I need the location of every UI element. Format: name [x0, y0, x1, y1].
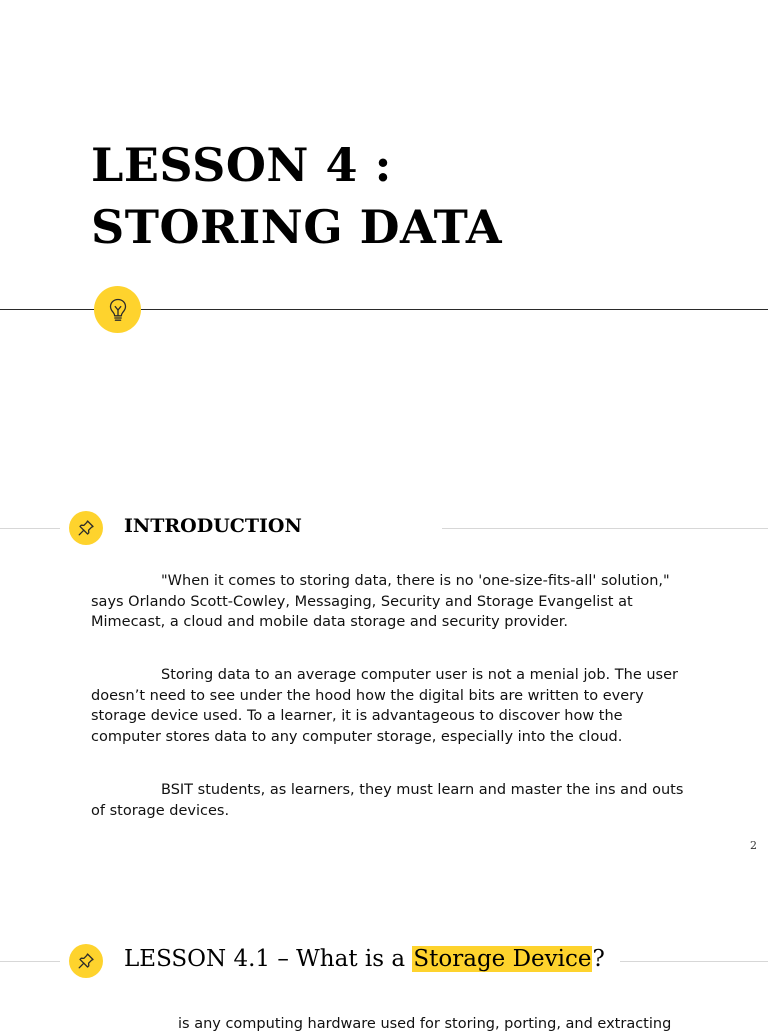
lesson41-divider-left	[0, 961, 60, 962]
intro-divider-right	[442, 528, 768, 529]
lesson41-badge	[69, 944, 103, 978]
intro-divider-left	[0, 528, 60, 529]
intro-paragraph-2: Storing data to an average computer user is not a menial job. The user doesn’t need to see under the hood how the digital bits are written to every storage device used. To a learner, it is advantageous to discover how the computer stores data to any computer storage, especially into the cloud.	[91, 667, 678, 745]
lesson-4-1-partial-text: is any computing hardware used for storing, porting, and extracting	[178, 1016, 672, 1032]
lesson-4-1-heading	[124, 942, 605, 976]
pushpin-icon	[76, 518, 96, 538]
pushpin-icon	[76, 951, 96, 971]
lesson-4-1-heading-suffix: ?	[592, 946, 605, 972]
lesson-4-1-heading-prefix: LESSON 4.1 – What is a	[124, 946, 413, 972]
introduction-heading: INTRODUCTION	[124, 515, 302, 537]
lesson-title-line-1: LESSON 4 :	[91, 138, 392, 192]
lesson41-divider-right	[620, 961, 768, 962]
lesson-title	[91, 134, 502, 258]
title-badge	[94, 286, 141, 333]
intro-badge	[69, 511, 103, 545]
intro-paragraph-3: BSIT students, as learners, they must learn and master the ins and outs of storage devices.	[91, 782, 684, 819]
intro-paragraph-1: "When it comes to storing data, there is no 'one-size-fits-all' solution," says Orlando Scott-Cowley, Messaging, Security and Storage Evangelist at Mimecast, a cloud and mobile data storage and security provider.	[91, 573, 670, 631]
storage-device-highlight: Storage Device	[413, 946, 592, 972]
lightbulb-icon	[105, 296, 131, 324]
page-number: 2	[750, 839, 757, 852]
lesson-title-line-2: STORING DATA	[91, 200, 503, 254]
